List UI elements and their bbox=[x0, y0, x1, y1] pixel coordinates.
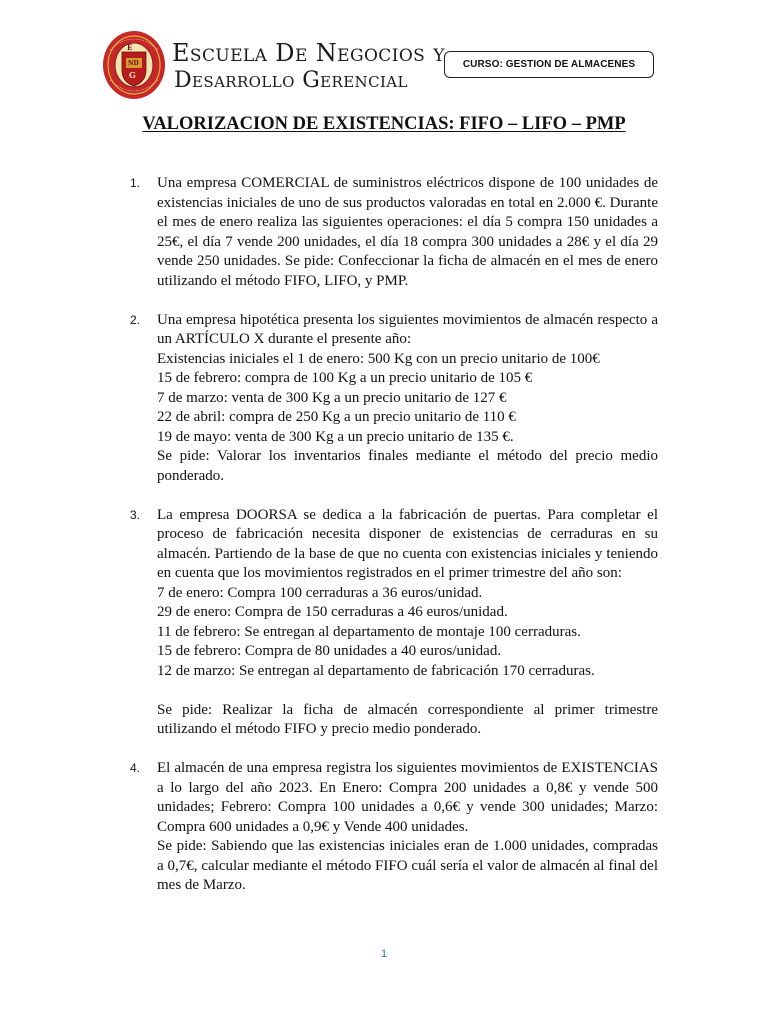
movement-line: 29 de enero: Compra de 150 cerraduras a 46 euros/unidad. bbox=[157, 604, 508, 620]
exercise-paragraph: Se pide: Sabiendo que las existencias iniciales eran de 1.000 unidades, compradas a 0,7€, calcular mediante el método FIFO cuál sería el valor de almacén al final del mes de Marzo. bbox=[157, 838, 658, 893]
exercise-paragraph: Se pide: Realizar la ficha de almacén correspondiente al primer trimestre utilizando el método FIFO y precio medio ponderado. bbox=[157, 701, 658, 737]
svg-text:G: G bbox=[129, 70, 136, 80]
exercise-item bbox=[130, 174, 658, 291]
exercise-paragraph: La empresa DOORSA se dedica a la fabricación de puertas. Para completar el proceso de fabricación necesita disponer de existencias de cerraduras en su almacén. Partiendo de la base de que no cuenta con existencias iniciales y teniendo en cuenta que los movimientos registrados en el primer trimestre del año son: bbox=[157, 506, 658, 581]
course-label-box bbox=[444, 51, 654, 78]
exercise-paragraph: Se pide: Valorar los inventarios finales mediante el método del precio medio ponderado. bbox=[157, 448, 658, 484]
svg-text:ND: ND bbox=[128, 60, 139, 67]
movement-line: 7 de enero: Compra 100 cerraduras a 36 euros/unidad. bbox=[157, 584, 483, 601]
course-label: CURSO: GESTION DE ALMACENES bbox=[462, 59, 636, 70]
movement-line: 22 de abril: compra de 250 Kg a un precio unitario de 110 € bbox=[157, 409, 516, 425]
movement-line: 15 de febrero: compra de 100 Kg a un precio unitario de 105 € bbox=[157, 370, 533, 386]
school-name-line1: Escuela De Negocios y bbox=[172, 39, 445, 67]
exercise-item bbox=[130, 759, 658, 896]
document-title: VALORIZACION DE EXISTENCIAS: FIFO – LIFO – PMP bbox=[142, 114, 626, 134]
svg-text:E: E bbox=[127, 43, 133, 52]
movement-line: Existencias iniciales el 1 de enero: 500 Kg con un precio unitario de 100€ bbox=[157, 350, 600, 367]
exercise-item bbox=[130, 506, 658, 740]
movement-line: 19 de mayo: venta de 300 Kg a un precio unitario de 135 €. bbox=[157, 428, 514, 445]
exercise-paragraph: El almacén de una empresa registra los siguientes movimientos de EXISTENCIAS a lo largo del año 2023. En Enero: Compra 200 unidades a 0,8€ y vende 500 unidades; Febrero: Compra 100 unidades a 0,6€ y vende 300 unidades; Marzo: Compra 600 unidades a 0,9€ y Vende 400 unidades. bbox=[157, 760, 658, 835]
movement-line: 12 de marzo: Se entregan al departamento de fabricación 170 cerraduras. bbox=[157, 662, 595, 679]
exercise-number: 1. bbox=[130, 176, 141, 190]
exercise-number: 3. bbox=[130, 507, 141, 522]
school-name-line2: Desarrollo Gerencial bbox=[174, 68, 408, 93]
exercise-number: 2. bbox=[130, 312, 141, 327]
blank-line bbox=[157, 681, 658, 701]
page-number: 1 bbox=[380, 948, 388, 960]
exercise-paragraph: Una empresa hipotética presenta los siguientes movimientos de almacén respecto a un ARTÍCULO X durante el presente año: bbox=[157, 311, 658, 347]
school-logo bbox=[102, 30, 166, 100]
movement-line: 7 de marzo: venta de 300 Kg a un precio unitario de 127 € bbox=[157, 389, 507, 406]
exercise-paragraph: Una empresa COMERCIAL de suministros eléctricos dispone de 100 unidades de existencias iniciales de uno de sus productos valoradas en total en 2.000 €. Durante el mes de enero realiza las siguientes operaciones: el día 5 compra 150 unidades a 25€, el día 7 vende 200 unidades, el día 18 compra 300 unidades a 28€ y el día 29 vende 250 unidades. Se pide: Confeccionar la ficha de almacén en el mes de enero utilizando el método FIFO, LIFO, y PMP. bbox=[157, 175, 658, 289]
movement-line: 15 de febrero: Compra de 80 unidades a 40 euros/unidad. bbox=[157, 643, 502, 659]
movement-line: 11 de febrero: Se entregan al departamento de montaje 100 cerraduras. bbox=[157, 623, 581, 640]
exercise-number: 4. bbox=[130, 761, 141, 775]
exercise-list bbox=[130, 174, 658, 915]
exercise-item bbox=[130, 311, 658, 487]
school-name bbox=[172, 39, 445, 95]
